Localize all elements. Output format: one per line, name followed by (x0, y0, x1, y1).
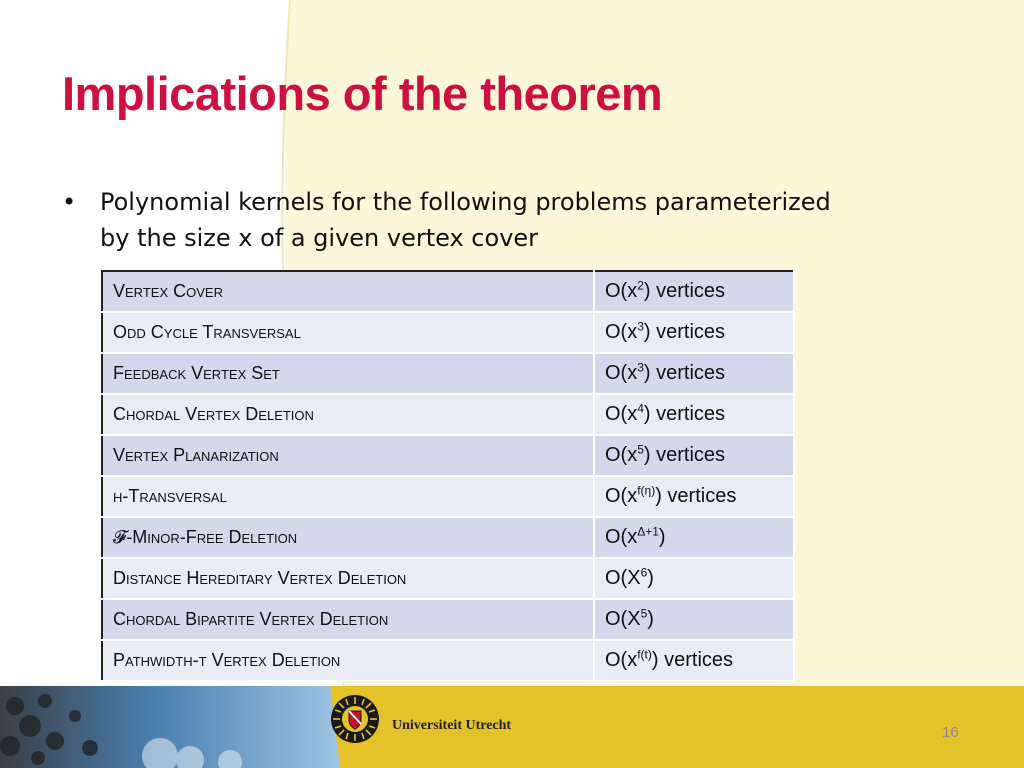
bound-exponent: 2 (637, 278, 644, 293)
problem-name: Distance Hereditary Vertex Deletion (102, 558, 594, 599)
bound-base: O(x (605, 403, 638, 425)
bound-base: O(x (605, 362, 638, 384)
bound-exponent: f(t) (637, 647, 652, 662)
bound-exponent: Δ+1 (637, 524, 659, 539)
bound-suffix: ) vertices (643, 321, 726, 343)
bullet-dot: • (62, 188, 77, 216)
bound-exponent: 3 (637, 360, 644, 375)
bound-base: O(x (605, 649, 638, 671)
bound-exponent: 6 (640, 565, 648, 580)
bound-suffix: ) vertices (643, 280, 726, 302)
bound-exponent: 5 (640, 606, 648, 621)
bound-suffix: ) (647, 608, 654, 630)
bound-suffix: ) vertices (643, 362, 726, 384)
problem-name: Vertex Cover (102, 271, 594, 312)
kernel-bound (594, 435, 794, 476)
bound-exponent: f(η) (637, 483, 656, 498)
kernel-bound (594, 599, 794, 640)
table-row (102, 435, 794, 476)
problem-name: Odd Cycle Transversal (102, 312, 594, 353)
kernel-bound (594, 353, 794, 394)
page-number: 16 (942, 724, 959, 741)
bound-suffix: ) (658, 526, 666, 548)
table-row (102, 353, 794, 394)
kernel-bound (594, 312, 794, 353)
problem-name: Feedback Vertex Set (102, 353, 594, 394)
table-row (102, 517, 794, 558)
kernel-bound (594, 558, 794, 599)
table-row (102, 312, 794, 353)
kernel-bound (594, 394, 794, 435)
slide-title: Implications of the theorem (62, 67, 663, 120)
problem-name: Vertex Planarization (102, 435, 594, 476)
bound-base: O(x (605, 321, 638, 343)
table-row (102, 394, 794, 435)
table-row (102, 558, 794, 599)
bound-base: O(x (605, 485, 638, 507)
bound-suffix: ) vertices (643, 444, 726, 466)
bound-suffix: ) vertices (643, 403, 726, 425)
kernels-table (101, 270, 795, 682)
problem-name: η-Transversal (102, 476, 594, 517)
bound-exponent: 5 (637, 442, 644, 457)
kernel-bound (594, 271, 794, 312)
bound-base: O(X (605, 608, 641, 630)
bound-base: O(x (605, 526, 638, 548)
table-row (102, 271, 794, 312)
bullet-text: Polynomial kernels for the following problems parameterized by the size x of a given vertex cover (100, 188, 831, 252)
utrecht-seal-icon (330, 694, 380, 744)
problem-name: Chordal Bipartite Vertex Deletion (102, 599, 594, 640)
footer-bar (0, 686, 1024, 768)
bound-base: O(x (605, 280, 638, 302)
problem-name: 𝓕-Minor-Free Deletion (102, 517, 594, 558)
kernel-bound (594, 640, 794, 681)
kernel-bound (594, 517, 794, 558)
bound-suffix: ) (647, 567, 654, 589)
bound-exponent: 4 (637, 401, 644, 416)
bound-base: O(X (605, 567, 641, 589)
table-row (102, 640, 794, 681)
problem-name: Pathwidth-t Vertex Deletion (102, 640, 594, 681)
kernel-bound (594, 476, 794, 517)
bound-suffix: ) vertices (655, 485, 737, 507)
problem-name: Chordal Vertex Deletion (102, 394, 594, 435)
bound-exponent: 3 (637, 319, 644, 334)
footer-photo (0, 686, 340, 768)
table-row (102, 599, 794, 640)
university-name: Universiteit Utrecht (392, 718, 512, 733)
table-row (102, 476, 794, 517)
bound-base: O(x (605, 444, 638, 466)
bound-suffix: ) vertices (651, 649, 734, 671)
